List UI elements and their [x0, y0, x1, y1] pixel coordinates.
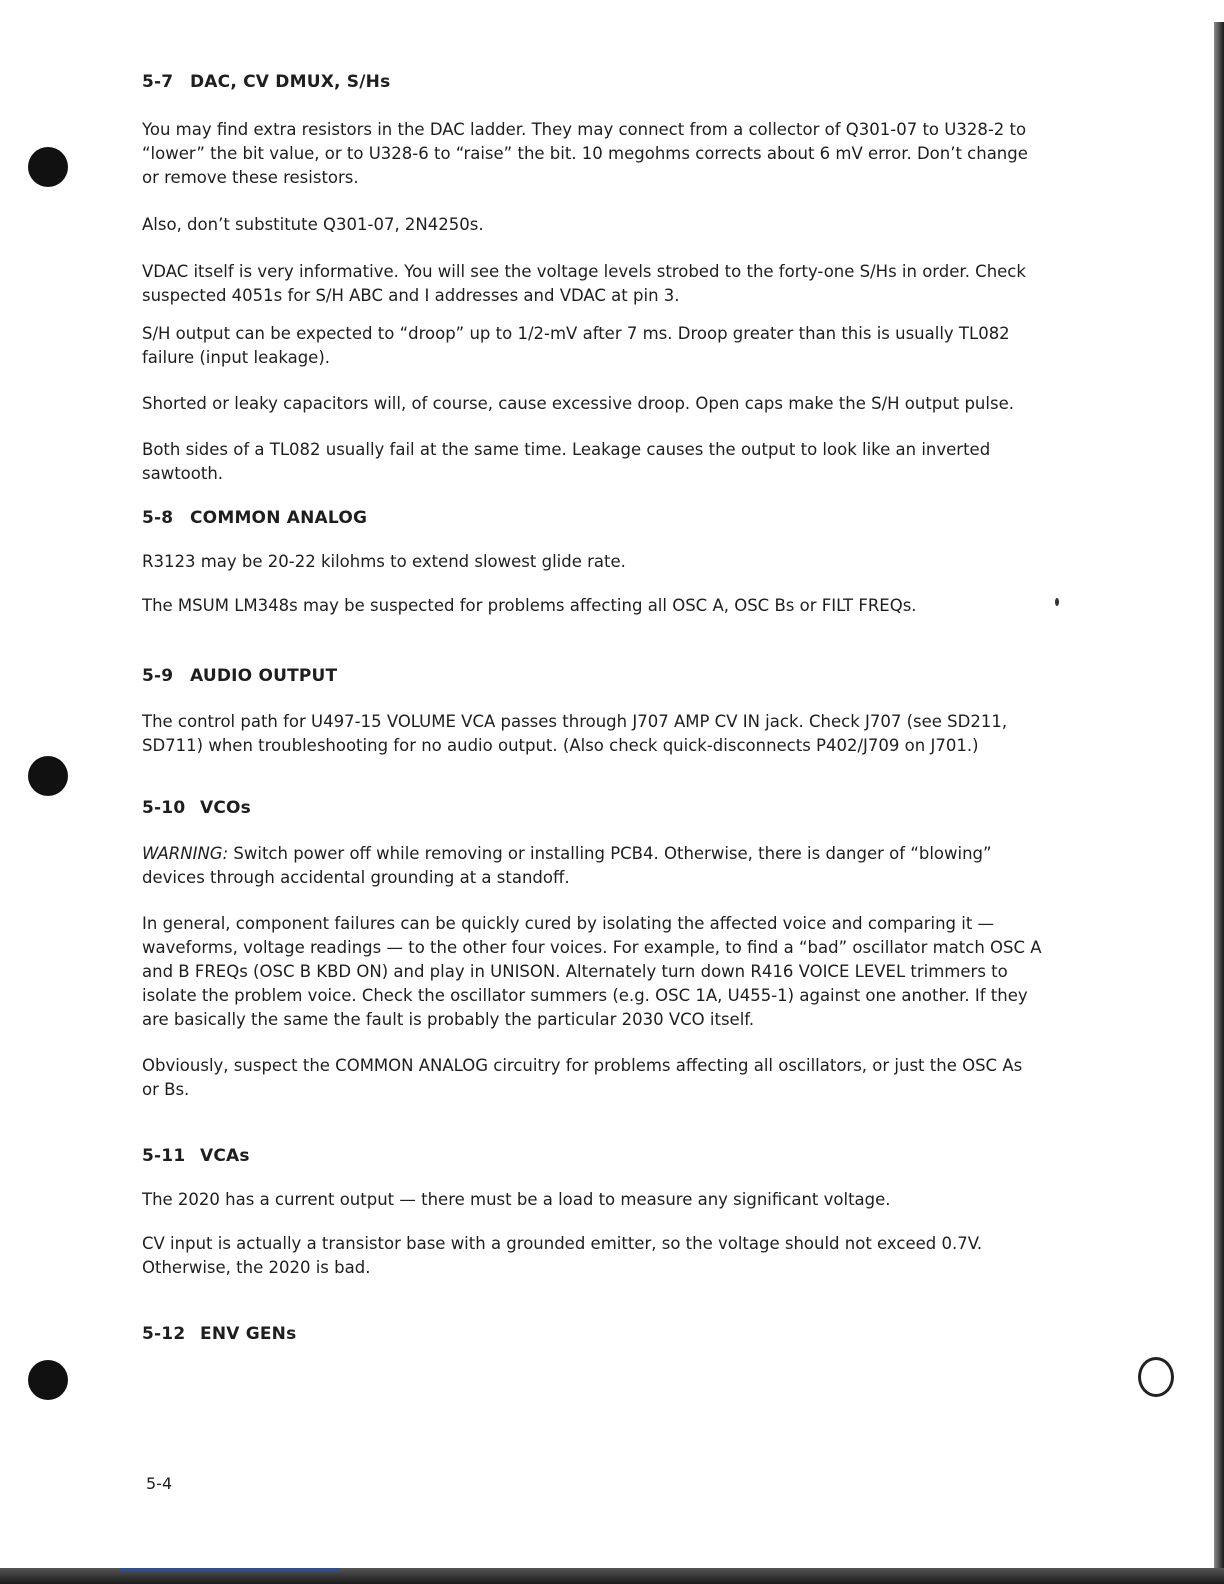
section-title: VCOs: [200, 798, 252, 818]
section-number: 5-11: [142, 1146, 186, 1166]
paragraph: Also, don’t substitute Q301-07, 2N4250s.: [142, 215, 484, 234]
section-title: DAC, CV DMUX, S/Hs: [190, 72, 391, 92]
paragraph: S/H output can be expected to “droop” up to 1/2-mV after 7 ms. Droop greater than this is usually TL082 failure (input leakage).: [142, 324, 1010, 367]
section-heading-5-9: [142, 666, 1042, 686]
section-heading-5-12: [142, 1324, 1042, 1344]
paragraph: You may find extra resistors in the DAC ladder. They may connect from a collector of Q301-07 to U328-2 to “lower” the bit value, or to U328-6 to “raise” the bit. 10 megohms corrects about 6 mV error. Don’t change or remove these resistors.: [142, 120, 1028, 187]
paragraph: In general, component failures can be quickly cured by isolating the affected voice and comparing it — waveforms, voltage readings — to the other four voices. For example, to find a “bad” oscillator match OSC A and B FREQs (OSC B KBD ON) and play in UNISON. Alternately turn down R416 VOICE LEVEL trimmers to isolate the problem voice. Check the oscillator summers (e.g. OSC 1A, U455-1) against one another. If they are basically the same the fault is probably the particular 2030 VCO itself.: [142, 914, 1042, 1029]
paragraph: R3123 may be 20-22 kilohms to extend slowest glide rate.: [142, 552, 626, 571]
section-heading-5-8: [142, 508, 1042, 528]
section-heading-5-7: [142, 72, 1042, 92]
paragraph: Shorted or leaky capacitors will, of course, cause excessive droop. Open caps make the S/H output pulse.: [142, 394, 1014, 413]
section-number: 5-9: [142, 666, 174, 686]
page-content: [142, 66, 1042, 1344]
paragraph: VDAC itself is very informative. You will see the voltage levels strobed to the forty-one S/Hs in order. Check suspected 4051s for S/H ABC and I addresses and VDAC at pin 3.: [142, 262, 1026, 305]
binder-ring-mark: [1138, 1357, 1174, 1397]
section-number: 5-12: [142, 1324, 186, 1344]
paragraph: CV input is actually a transistor base with a grounded emitter, so the voltage should not exceed 0.7V. Otherwise, the 2020 is bad.: [142, 1234, 983, 1277]
section-title: VCAs: [200, 1146, 250, 1166]
section-number: 5-8: [142, 508, 174, 528]
page-edge-right-shadow: [1214, 22, 1224, 1584]
scan-speck: [1055, 598, 1059, 606]
section-number: 5-7: [142, 72, 174, 92]
section-title: COMMON ANALOG: [190, 508, 368, 528]
paragraph: The 2020 has a current output — there must be a load to measure any significant voltage.: [142, 1190, 891, 1209]
warning-label: WARNING:: [142, 844, 229, 863]
section-title: AUDIO OUTPUT: [190, 666, 338, 686]
section-number: 5-10: [142, 798, 186, 818]
section-heading-5-11: [142, 1146, 1042, 1166]
binder-hole-bottom: [28, 1360, 68, 1400]
binder-hole-top: [28, 147, 68, 187]
paragraph: Both sides of a TL082 usually fail at the same time. Leakage causes the output to look like an inverted sawtooth.: [142, 440, 991, 483]
page-edge-bottom-shadow: [0, 1568, 1224, 1584]
paragraph: Obviously, suspect the COMMON ANALOG circuitry for problems affecting all oscillators, or just the OSC As or Bs.: [142, 1056, 1023, 1099]
paragraph: The MSUM LM348s may be suspected for problems affecting all OSC A, OSC Bs or FILT FREQs.: [142, 596, 917, 615]
section-title: ENV GENs: [200, 1324, 297, 1344]
page-number: 5-4: [146, 1474, 173, 1493]
section-heading-5-10: [142, 798, 1042, 818]
binder-hole-middle: [28, 756, 68, 796]
warning-text: Switch power off while removing or installing PCB4. Otherwise, there is danger of “blowing” devices through accidental grounding at a standoff.: [142, 844, 992, 887]
warning-paragraph: [142, 842, 1042, 890]
paragraph: The control path for U497-15 VOLUME VCA passes through J707 AMP CV IN jack. Check J707 (see SD211, SD711) when troubleshooting for no audio output. (Also check quick-disconnects P402/J709 on J701.): [142, 712, 1008, 755]
